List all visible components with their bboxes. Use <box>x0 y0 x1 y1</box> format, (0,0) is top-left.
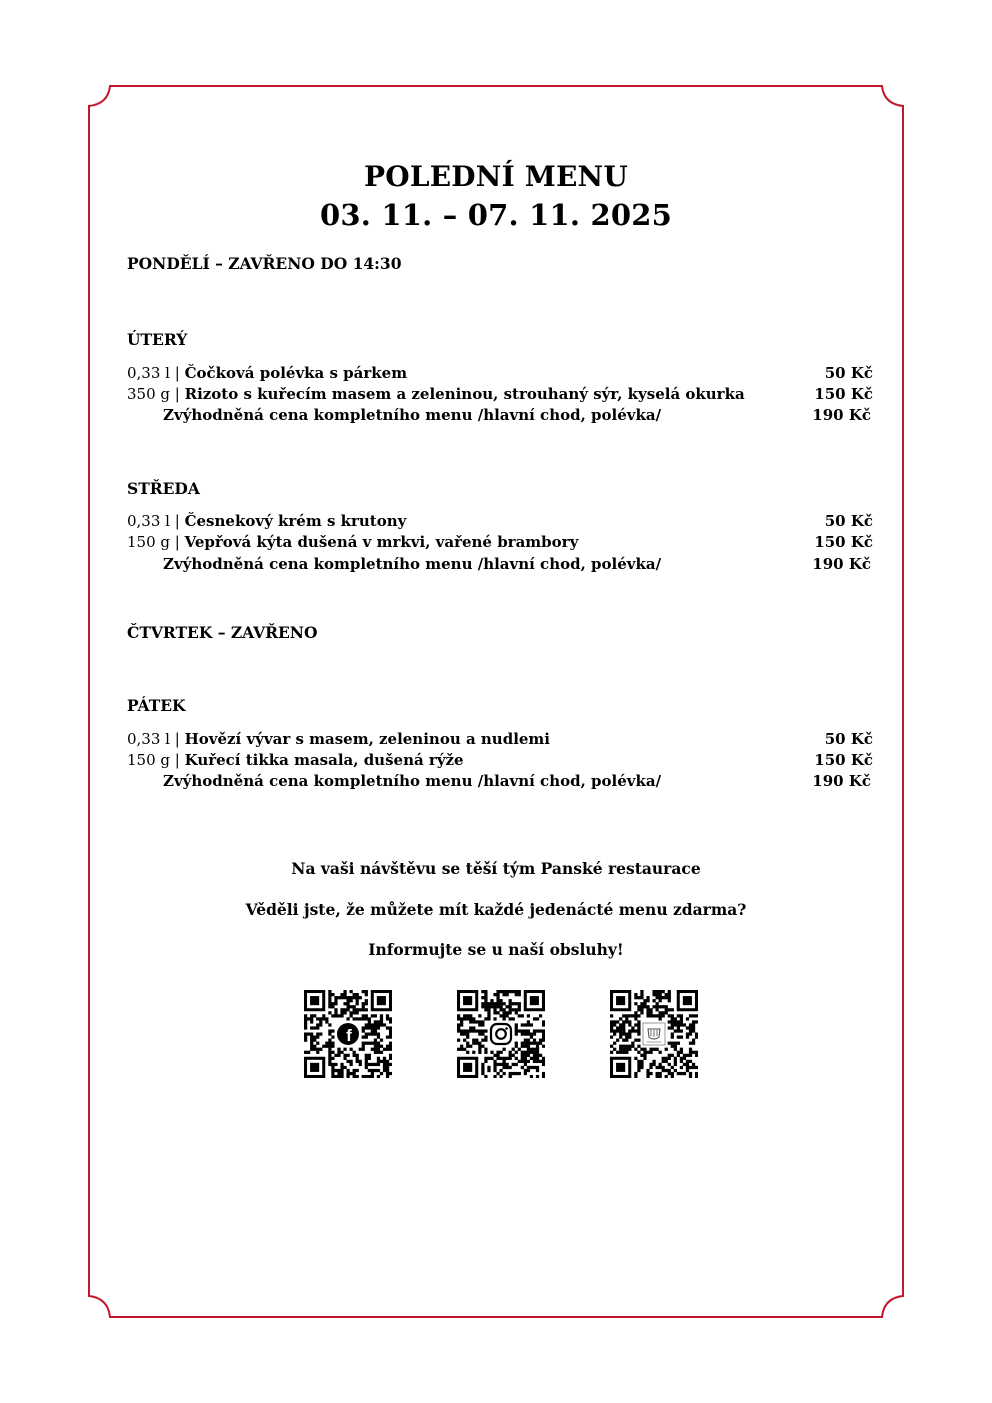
item-qty: 0,33 l | <box>127 364 180 382</box>
day-heading-wednesday: STŘEDA <box>127 479 200 498</box>
combo-label: Zvýhodněná cena kompletního menu /hlavní chod, polévka/ <box>163 772 662 790</box>
item-name: Hovězí vývar s masem, zeleninou a nudlemi <box>184 730 551 748</box>
item-qty: 150 g | <box>127 751 180 769</box>
menu-item <box>127 385 873 406</box>
item-price: 50 Kč <box>824 512 873 530</box>
combo-offer <box>127 772 873 793</box>
combo-offer <box>127 555 873 576</box>
day-heading-tuesday: ÚTERÝ <box>127 330 188 349</box>
item-name: Česnekový krém s krutony <box>184 512 407 530</box>
instagram-icon <box>488 1021 514 1047</box>
day-heading-monday: PONDĚLÍ – ZAVŘENO DO 14:30 <box>127 254 402 273</box>
menu-date-range: 03. 11. – 07. 11. 2025 <box>320 198 672 232</box>
item-qty: 0,33 l | <box>127 512 180 530</box>
item-qty: 0,33 l | <box>127 730 180 748</box>
facebook-qr-code[interactable] <box>304 990 392 1078</box>
menu-item <box>127 364 873 385</box>
item-name: Rizoto s kuřecím masem a zeleninou, strouhaný sýr, kyselá okurka <box>184 385 745 403</box>
combo-price: 190 Kč <box>812 555 871 573</box>
restaurant-logo-icon <box>641 1021 667 1047</box>
combo-offer <box>127 406 873 427</box>
menu-item <box>127 533 873 554</box>
menu-item <box>127 512 873 533</box>
day-heading-thursday: ČTVRTEK – ZAVŘENO <box>127 623 318 642</box>
combo-label: Zvýhodněná cena kompletního menu /hlavní chod, polévka/ <box>163 406 662 424</box>
item-price: 50 Kč <box>824 730 873 748</box>
combo-price: 190 Kč <box>812 406 871 424</box>
day-heading-friday: PÁTEK <box>127 696 186 715</box>
website-qr-code[interactable] <box>610 990 698 1078</box>
combo-label: Zvýhodněná cena kompletního menu /hlavní chod, polévka/ <box>163 555 662 573</box>
item-name: Čočková polévka s párkem <box>184 364 408 382</box>
footer-promo: Věděli jste, že můžete mít každé jedenácté menu zdarma? <box>245 900 747 919</box>
item-qty: 350 g | <box>127 385 180 403</box>
combo-price: 190 Kč <box>812 772 871 790</box>
item-name: Vepřová kýta dušená v mrkvi, vařené brambory <box>184 533 579 551</box>
item-price: 150 Kč <box>814 385 873 403</box>
item-name: Kuřecí tikka masala, dušená rýže <box>184 751 464 769</box>
footer-info: Informujte se u naší obsluhy! <box>368 940 624 959</box>
menu-item <box>127 730 873 751</box>
item-price: 150 Kč <box>814 751 873 769</box>
menu-title: POLEDNÍ MENU <box>364 160 628 193</box>
facebook-icon <box>335 1021 361 1047</box>
menu-item <box>127 751 873 772</box>
item-price: 50 Kč <box>824 364 873 382</box>
instagram-qr-code[interactable] <box>457 990 545 1078</box>
item-price: 150 Kč <box>814 533 873 551</box>
footer-greeting: Na vaši návštěvu se těší tým Panské restaurace <box>291 859 701 878</box>
svg-text:f: f <box>346 1026 352 1045</box>
item-qty: 150 g | <box>127 533 180 551</box>
